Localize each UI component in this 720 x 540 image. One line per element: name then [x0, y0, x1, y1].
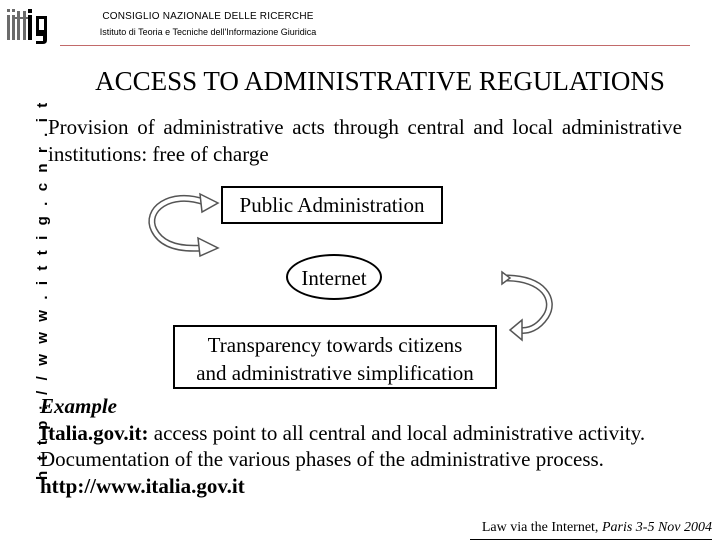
provision-text: Provision of administrative acts through central and local administrative institutions: free of charge: [48, 115, 682, 166]
example-description: access point to all central and local administrative activity. Documentation of the various phases of the administrative process.: [40, 420, 646, 471]
internet-oval: Internet: [286, 254, 382, 300]
organization-name: CONSIGLIO NAZIONALE DELLE RICERCHE: [102, 11, 314, 22]
transparency-box: [173, 325, 497, 389]
sidebar-url: h t t p : / / w w w . i t t i g . c n r . i t: [34, 99, 51, 480]
transparency-line-2: and administrative simplification: [196, 361, 474, 385]
footer-date: Paris 3-5 Nov 2004: [601, 520, 712, 535]
example-site-name: Italia.gov.it:: [40, 420, 149, 445]
curved-arrow-left-icon: [142, 192, 226, 258]
example-label: Example: [40, 394, 117, 418]
example-body: [40, 420, 710, 500]
transparency-line-1: Transparency towards citizens: [207, 333, 463, 357]
header-divider: [60, 45, 690, 46]
public-administration-box: Public Administration: [221, 186, 443, 224]
slide-title: ACCESS TO ADMINISTRATIVE REGULATIONS: [95, 66, 665, 96]
example-url: http://www.italia.gov.it: [40, 473, 245, 498]
ittig-logo: [6, 6, 50, 44]
curved-arrow-right-icon: [500, 270, 560, 344]
footer-text: Law via the Internet,: [481, 520, 602, 535]
institute-name: Istituto di Teoria e Tecniche dell'Informazione Giuridica: [99, 27, 317, 37]
footer: [482, 520, 712, 536]
example-block: [40, 393, 710, 499]
